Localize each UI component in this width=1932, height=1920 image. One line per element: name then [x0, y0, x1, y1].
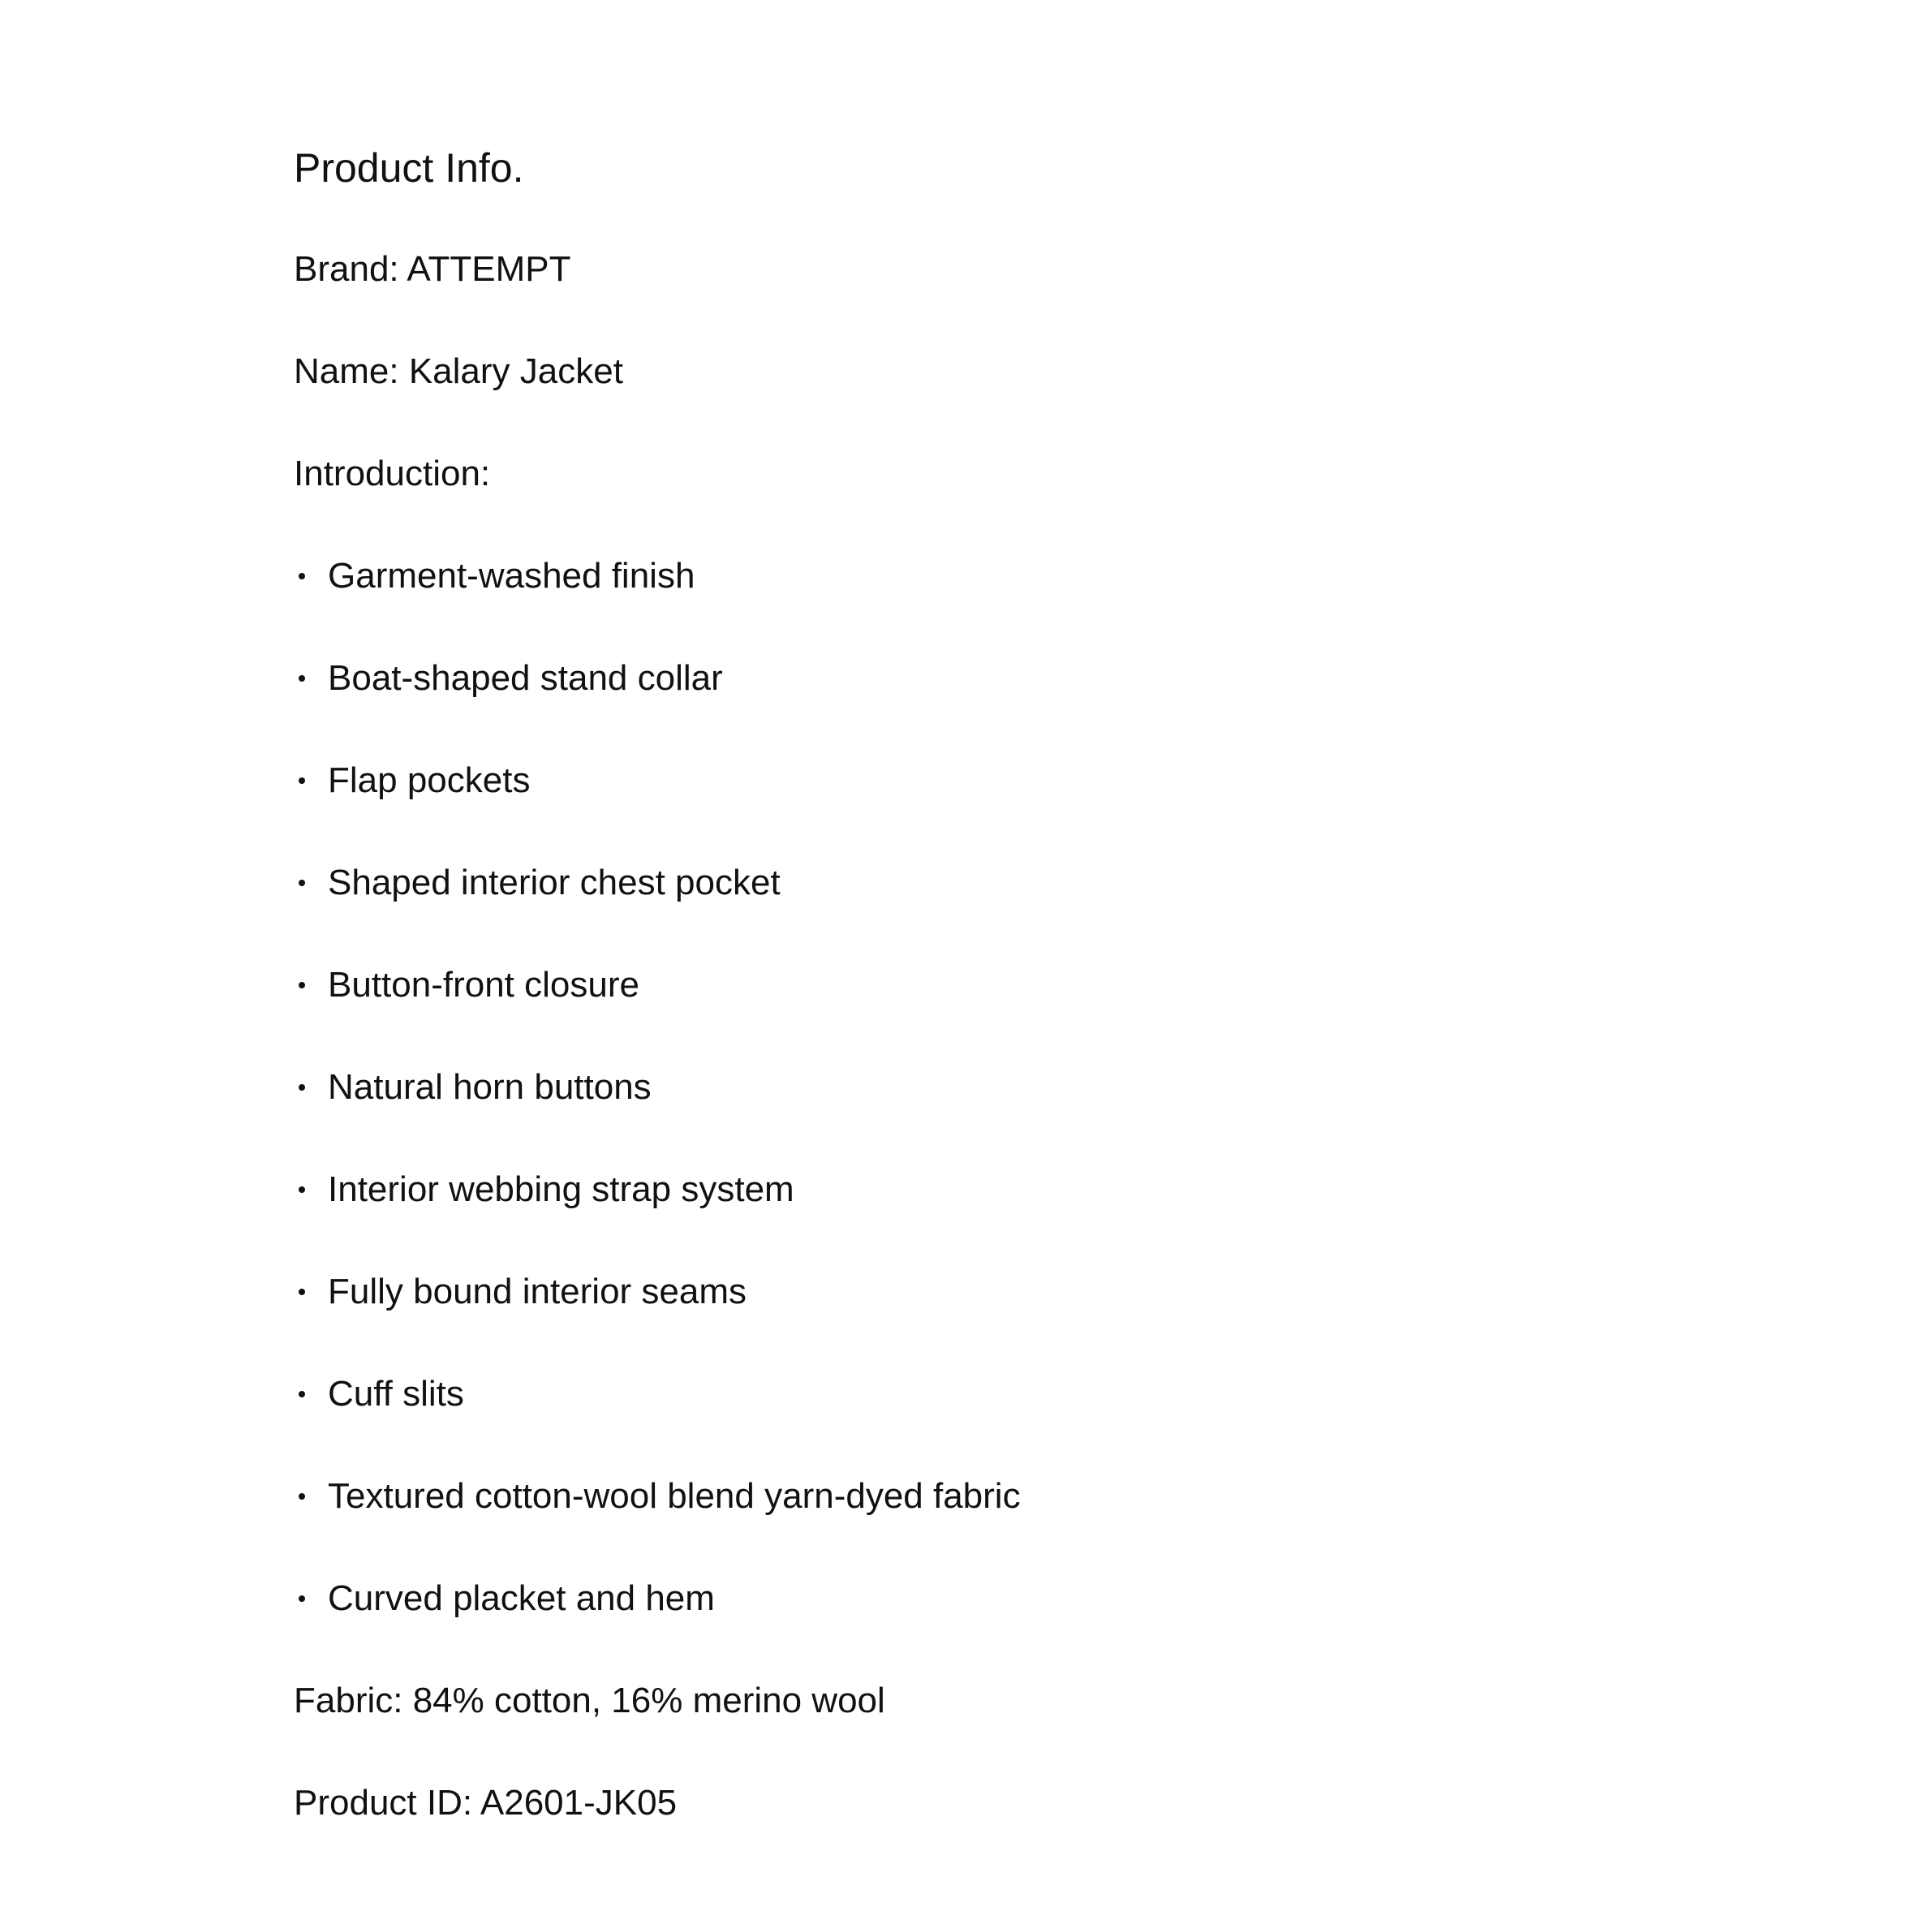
- bullet-dot-icon: [299, 880, 305, 886]
- product-id-line: Product ID: A2601-JK05: [294, 1783, 678, 1823]
- bullet-dot-icon: [299, 777, 305, 784]
- name-line: Name: Kalary Jacket: [294, 351, 623, 391]
- bullet-dot-icon: [299, 1493, 305, 1500]
- feature-text: Flap pockets: [328, 760, 531, 800]
- bullet-dot-icon: [299, 1289, 305, 1295]
- bullet-dot-icon: [299, 573, 305, 579]
- page-title: Product Info.: [294, 145, 524, 191]
- brand-line: Brand: ATTEMPT: [294, 249, 571, 289]
- bullet-dot-icon: [299, 982, 305, 988]
- bullet-dot-icon: [299, 675, 305, 682]
- feature-text: Boat-shaped stand collar: [328, 658, 723, 698]
- bullet-dot-icon: [299, 1391, 305, 1397]
- feature-text: Curved placket and hem: [328, 1578, 715, 1618]
- feature-text: Garment-washed finish: [328, 556, 695, 596]
- feature-text: Textured cotton-wool blend yarn-dyed fabric: [328, 1476, 1021, 1516]
- bullet-dot-icon: [299, 1595, 305, 1602]
- bullet-dot-icon: [299, 1186, 305, 1193]
- feature-text: Interior webbing strap system: [328, 1169, 794, 1209]
- introduction-label: Introduction:: [294, 454, 491, 493]
- feature-text: Cuff slits: [328, 1374, 464, 1414]
- bullet-dot-icon: [299, 1084, 305, 1091]
- feature-text: Fully bound interior seams: [328, 1272, 747, 1311]
- feature-text: Natural horn buttons: [328, 1067, 652, 1107]
- fabric-line: Fabric: 84% cotton, 16% merino wool: [294, 1681, 885, 1720]
- feature-text: Button-front closure: [328, 965, 639, 1005]
- feature-text: Shaped interior chest pocket: [328, 863, 781, 902]
